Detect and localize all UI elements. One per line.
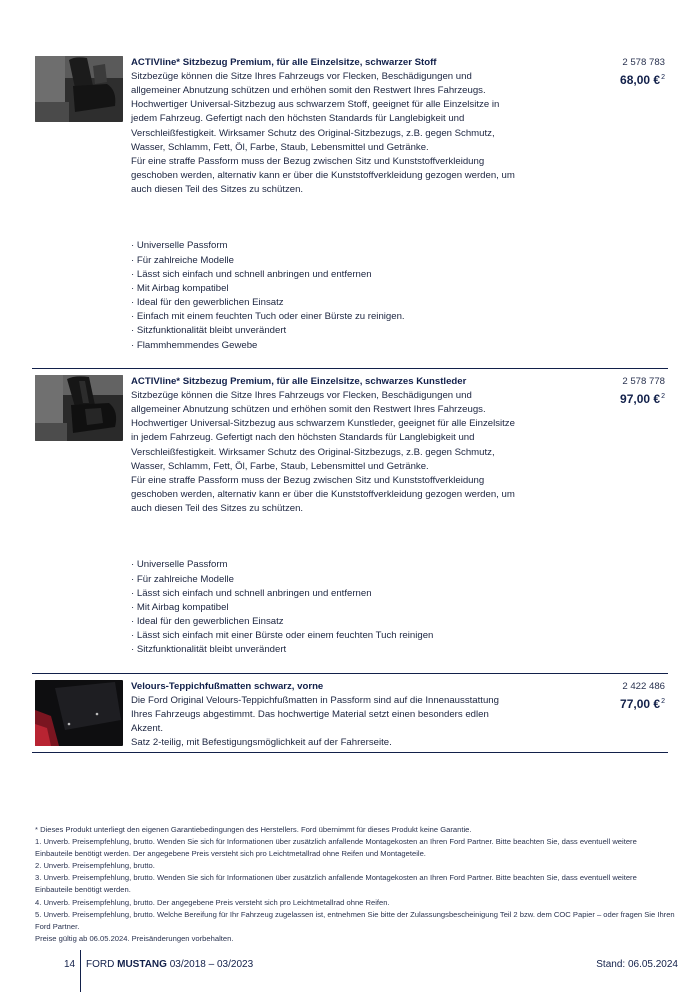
product-title: Velours-Teppichfußmatten schwarz, vorne — [131, 681, 324, 692]
footnote: 4. Unverb. Preisempfehlung, brutto. Der angegebene Preis versteht sich pro Leichtmetallrad ohne Reifen. — [35, 897, 390, 907]
price-footnote-ref: 2 — [661, 393, 665, 400]
footnote: 3. Unverb. Preisempfehlung, brutto. Wenden Sie sich für Informationen über zusätzlich anfallende Montagekosten an Ihren Ford Partner. Bitte beachten Sie, dass eventuell weitere Einbauteile benötigt werden. — [35, 873, 637, 895]
feature-item: · Für zahlreiche Modelle — [131, 573, 561, 587]
price-box — [620, 56, 665, 88]
feature-list — [131, 239, 561, 352]
product-divider — [32, 752, 668, 753]
description-line: auch diesen Teil des Sitzes zu schützen. — [131, 184, 304, 196]
footer-period: 03/2018 – 03/2023 — [169, 959, 254, 970]
feature-item: · Lässt sich einfach und schnell anbringen und entfernen — [131, 268, 561, 282]
description-line: Die Ford Original Velours-Teppichfußmatten in Passform sind auf die Innenausstattung — [131, 695, 499, 706]
description-line: Wasser, Schlamm, Fett, Öl, Farbe, Staub, Lebensmittel und Getränke. — [131, 141, 429, 153]
description-line: in jedem Fahrzeug. Gefertigt nach den höchsten Standards für Langlebigkeit und — [131, 432, 475, 444]
footnote: 2. Unverb. Preisempfehlung, brutto. — [35, 861, 155, 871]
feature-item: · Sitzfunktionalität bleibt unverändert — [131, 324, 561, 338]
feature-item: · Mit Airbag kompatibel — [131, 282, 561, 296]
feature-item: · Einfach mit einem feuchten Tuch oder einer Bürste zu reinigen. — [131, 310, 561, 324]
product-divider — [32, 673, 668, 674]
feature-item: · Universelle Passform — [131, 558, 561, 572]
page-number: 14 — [64, 959, 76, 970]
price — [620, 70, 665, 88]
footer-stand-date: Stand: 06.05.2024 — [596, 959, 678, 970]
price-value: 68,00 € — [620, 73, 661, 87]
description-line: Verschleißfestigkeit. Wirksamer Schutz des Original-Sitzbezugs, z.B. gegen Schmutz, — [131, 446, 495, 458]
footer-model — [86, 959, 253, 970]
feature-item: · Mit Airbag kompatibel — [131, 601, 561, 615]
feature-item: · Lässt sich einfach mit einer Bürste oder einem feuchten Tuch reinigen — [131, 629, 561, 643]
description-line: auch diesen Teil des Sitzes zu schützen. — [131, 503, 304, 515]
fabric-seat-cover-photo — [35, 56, 123, 122]
description-line: allgemeiner Abnutzung schützen und erhöhen somit den Restwert Ihres Fahrzeugs. — [131, 85, 486, 97]
feature-item: · Sitzfunktionalität bleibt unverändert — [131, 643, 561, 657]
footnote: Preise gültig ab 06.05.2024. Preisänderungen vorbehalten. — [35, 933, 234, 943]
feature-item: · Ideal für den gewerblichen Einsatz — [131, 296, 561, 310]
part-number: 2 578 778 — [622, 376, 665, 387]
price — [620, 694, 665, 712]
floor-mat-photo — [35, 680, 123, 746]
feature-item: · Ideal für den gewerblichen Einsatz — [131, 615, 561, 629]
product-divider — [32, 368, 668, 369]
product-entry — [32, 680, 668, 752]
feature-item: · Flammhemmendes Gewebe — [131, 339, 561, 353]
description-line: Satz 2-teilig, mit Befestigungsmöglichkeit auf der Fahrerseite. — [131, 737, 392, 749]
part-number: 2 422 486 — [622, 681, 665, 692]
price-value: 97,00 € — [620, 392, 661, 406]
description-line: Akzent. — [131, 723, 163, 735]
part-number: 2 578 783 — [622, 57, 665, 68]
product-title: ACTIVline* Sitzbezug Premium, für alle Einzelsitze, schwarzer Stoff — [131, 57, 437, 68]
product-entry — [32, 375, 668, 665]
description-line: Sitzbezüge können die Sitze Ihres Fahrzeugs vor Flecken, Beschädigungen und — [131, 71, 472, 82]
description-line: jedem Fahrzeug. Gefertigt nach den höchsten Standards für Langlebigkeit und — [131, 113, 465, 125]
description-line: geschoben werden, alternativ kann er über die Kunststoffverkleidung gezogen werden, um — [131, 170, 515, 182]
footer-brand: FORD — [86, 959, 115, 970]
page-footer — [0, 950, 700, 991]
product-description — [131, 70, 561, 197]
product-description — [131, 389, 561, 516]
description-line: Verschleißfestigkeit. Wirksamer Schutz des Original-Sitzbezugs, z.B. gegen Schmutz, — [131, 127, 495, 139]
footer-divider — [80, 950, 81, 992]
feature-item: · Universelle Passform — [131, 239, 561, 253]
description-line: Für eine straffe Passform muss der Bezug zwischen Sitz und Kunststoffverkleidung — [131, 155, 485, 167]
product-entry — [32, 56, 668, 356]
feature-list — [131, 558, 561, 657]
price-box — [620, 680, 665, 712]
price-box — [620, 375, 665, 407]
description-line: Hochwertiger Universal-Sitzbezug aus schwarzem Kunstleder, geeignet für alle Einzelsitze — [131, 418, 515, 430]
description-line: geschoben werden, alternativ kann er über die Kunststoffverkleidung gezogen werden, um — [131, 489, 515, 501]
feature-item: · Für zahlreiche Modelle — [131, 254, 561, 268]
price-footnote-ref: 2 — [661, 74, 665, 81]
description-line: Für eine straffe Passform muss der Bezug zwischen Sitz und Kunststoffverkleidung — [131, 474, 485, 486]
price-footnote-ref: 2 — [661, 698, 665, 705]
feature-item: · Lässt sich einfach und schnell anbringen und entfernen — [131, 587, 561, 601]
description-line: allgemeiner Abnutzung schützen und erhöhen somit den Restwert Ihres Fahrzeugs. — [131, 404, 486, 416]
description-line: Ihres Fahrzeugs abgestimmt. Das hochwertige Material setzt einen besonders edlen — [131, 709, 489, 721]
footer-model-name: MUSTANG — [117, 959, 167, 970]
description-line: Hochwertiger Universal-Sitzbezug aus schwarzem Stoff, geeignet für alle Einzelsitze in — [131, 99, 500, 111]
price — [620, 389, 665, 407]
footnote: * Dieses Produkt unterliegt den eigenen Garantiebedingungen des Herstellers. Ford übernimmt für dieses Produkt keine Garantie. — [35, 825, 472, 834]
footnote: 5. Unverb. Preisempfehlung, brutto. Welche Bereifung für Ihr Fahrzeug zugelassen ist, entnehmen Sie bitte der Zulassungsbescheinigung Teil 2 bzw. dem COC Papier – oder fragen Sie Ihren Ford Partner. — [35, 909, 675, 931]
description-line: Wasser, Schlamm, Fett, Öl, Farbe, Staub, Lebensmittel und Getränke. — [131, 460, 429, 472]
footnotes — [35, 824, 675, 945]
footnote: 1. Unverb. Preisempfehlung, brutto. Wenden Sie sich für Informationen über zusätzlich anfallende Montagekosten an Ihren Ford Partner. Bitte beachten Sie, dass eventuell weitere Einbauteile benötigt werden. Der angegebene Preis versteht sich pro Leichtmetallrad ohne Reifen und Montageteile. — [35, 837, 637, 859]
leather-seat-cover-photo — [35, 375, 123, 441]
price-value: 77,00 € — [620, 697, 661, 711]
product-title: ACTIVline* Sitzbezug Premium, für alle Einzelsitze, schwarzes Kunstleder — [131, 376, 467, 387]
description-line: Sitzbezüge können die Sitze Ihres Fahrzeugs vor Flecken, Beschädigungen und — [131, 390, 472, 401]
product-description — [131, 694, 561, 751]
